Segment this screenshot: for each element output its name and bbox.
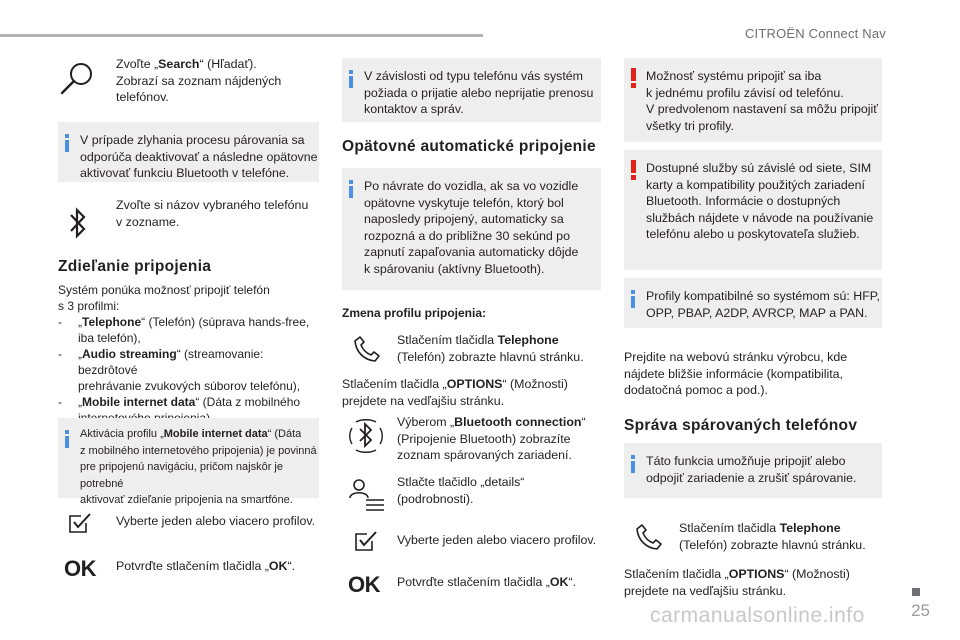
info-icon — [349, 180, 353, 198]
phone-handset-icon — [634, 522, 664, 552]
info-box-pairing-failure: V prípade zlyhania procesu párovania sa odporúča deaktivovať a následne opätovne aktivovať funkciu Bluetooth v telefóne. — [58, 122, 319, 182]
header-rule — [0, 34, 483, 37]
heading-auto-reconnect: Opätovné automatické pripojenie — [342, 138, 596, 155]
select-phone-text: Zvoľte si názov vybraného telefónu v zozname. — [116, 198, 309, 229]
details-list-icon — [348, 476, 388, 516]
ok-button-icon: OK — [64, 556, 96, 581]
profile-list — [58, 314, 323, 426]
list-item: - „Telephone“ (Telefón) (súprava hands-free, iba telefón), — [58, 315, 310, 345]
search-step-text: Zvoľte „Search“ (Hľadať). Zobrazí sa zoznam nájdených telefónov. — [116, 57, 282, 104]
options-step-text: Stlačením tlačidla „OPTIONS“ (Možnosti) prejdete na vedľajšiu stránku. — [342, 377, 568, 408]
info-icon — [65, 430, 69, 448]
watermark: carmanualsonline.info — [650, 604, 865, 627]
telephone-step-text: Stlačením tlačidla Telephone (Telefón) zobrazte hlavnú stránku. — [397, 333, 584, 364]
details-step-text: Stlačte tlačidlo „details“ (podrobnosti). — [397, 475, 525, 506]
confirm-ok-text: Potvrďte stlačením tlačidla „OK“. — [116, 559, 296, 573]
manufacturer-website-text: Prejdite na webovú stránku výrobcu, kde nájdete bližšie informácie (kompatibilita, dodatočná pomoc a pod.). — [624, 350, 848, 397]
heading-share-connection: Zdieľanie pripojenia — [58, 258, 212, 275]
warning-box-services: Dostupné služby sú závislé od siete, SIM karty a kompatibility použitých zariadení Bluetooth. Informácie o dostupných službách nájdete v návode na používanie telefónu alebo u poskytovateľa služieb. — [624, 150, 882, 270]
subheading-change-profile: Zmena profilu pripojenia: — [342, 306, 487, 320]
info-icon — [631, 290, 635, 308]
info-box-compatible-profiles: Profily kompatibilné so systémom sú: HFP, OPP, PBAP, A2DP, AVRCP, MAP a PAN. — [624, 278, 882, 328]
info-box-auto-reconnect: Po návrate do vozidla, ak sa vo vozidle opätovne vyskytuje telefón, ktorý bol naposledy pripojený, automaticky sa rozpozná a do približne 30 sekúnd po zapnutí zapaľovania automaticky dôjde k spárovaniu (aktívny Bluetooth). — [342, 168, 601, 290]
warning-box-single-profile: Možnosť systému pripojiť sa iba k jednému profilu závisí od telefónu. V predvolenom nastavení sa môžu pripojiť všetky tri profily. — [624, 58, 882, 142]
bluetooth-connection-step-text: Výberom „Bluetooth connection“ (Pripojenie Bluetooth) zobrazíte zoznam spárovaných zariadení. — [397, 415, 586, 462]
heading-manage-paired-phones: Správa spárovaných telefónov — [624, 417, 858, 434]
page-number: 25 — [911, 601, 930, 620]
ok-button-icon: OK — [348, 572, 380, 597]
bluetooth-icon — [68, 206, 88, 240]
bluetooth-settings-icon — [346, 416, 386, 456]
confirm-ok-text: Potvrďte stlačením tlačidla „OK“. — [397, 575, 577, 589]
search-icon — [58, 58, 98, 98]
info-icon — [349, 70, 353, 88]
checkbox-check-icon — [354, 530, 378, 552]
info-box-contacts-transfer: V závislosti od typu telefónu vás systém požiada o prijatie alebo neprijatie prenosu kontaktov a správ. — [342, 58, 601, 122]
select-profiles-text: Vyberte jeden alebo viacero profilov. — [116, 514, 316, 528]
checkbox-check-icon — [68, 512, 92, 534]
info-box-manage: Táto funkcia umožňuje pripojiť alebo odpojiť zariadenie a zrušiť spárovanie. — [624, 443, 882, 498]
warning-icon — [631, 68, 636, 88]
header-title: CITROËN Connect Nav — [744, 26, 886, 41]
warning-icon — [631, 160, 636, 180]
phone-handset-icon — [352, 334, 382, 364]
share-intro-text: Systém ponúka možnosť pripojiť telefón s 3 profilmi: — [58, 283, 270, 313]
right-margin-band — [933, 0, 960, 640]
list-item: - „Mobile internet data“ (Dáta z mobilného — [58, 395, 301, 409]
options-step-text: Stlačením tlačidla „OPTIONS“ (Možnosti) prejdete na vedľajšiu stránku. — [624, 567, 850, 598]
select-profiles-text: Vyberte jeden alebo viacero profilov. — [397, 533, 597, 547]
telephone-step-text: Stlačením tlačidla Telephone (Telefón) zobrazte hlavnú stránku. — [679, 521, 866, 552]
info-box-mobile-data: Aktivácia profilu „Mobile internet data“ (Dáta z mobilného internetového pripojenia) je povinná pre pripojenú navigáciu, pričom najskôr je potrebné aktivovať zdieľanie pripojenia na smartfóne. — [58, 418, 319, 498]
info-icon — [631, 455, 635, 473]
info-icon — [65, 134, 69, 152]
list-item: - „Audio streaming“ (streamovanie: bezdrôtové prehrávanie zvukových súborov telefónu), — [58, 347, 301, 393]
page-marker — [912, 588, 920, 596]
